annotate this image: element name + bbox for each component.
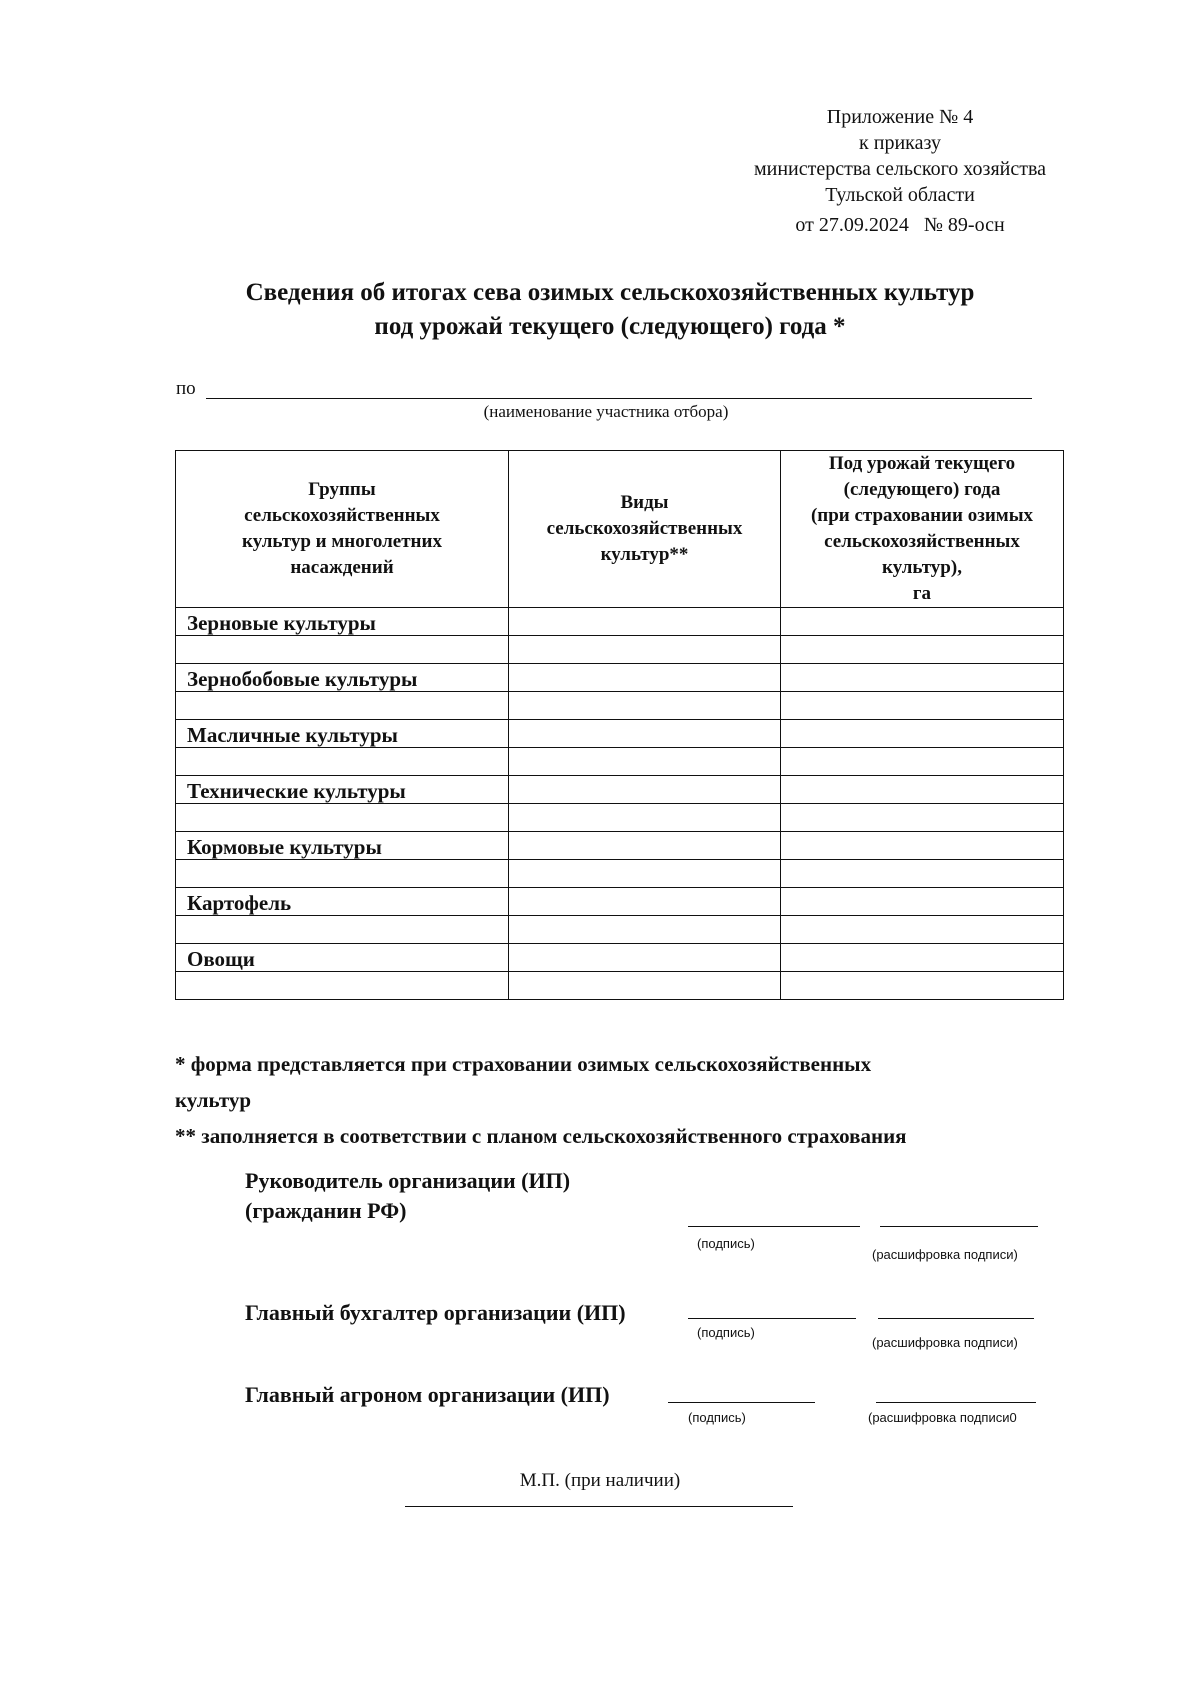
accountant-signature-caption: (подпись) [697, 1325, 755, 1340]
area-cell[interactable] [781, 804, 1064, 832]
agronomist-signature-caption: (подпись) [688, 1410, 746, 1425]
agronomist-decoding-caption: (расшифровка подписи0 [868, 1410, 1017, 1425]
crop-type-cell[interactable] [509, 776, 781, 804]
crop-type-cell[interactable] [509, 804, 781, 832]
header-crop-groups: Группы сельскохозяйственных культур и многолетних насаждений [176, 451, 509, 608]
stamp-label: М.П. (при наличии) [519, 1470, 681, 1491]
order-date-number [730, 212, 1070, 238]
document-title [150, 276, 1070, 344]
header-harvest-area: Под урожай текущего (следующего) года (при страховании озимых сельскохозяйственных культур), га [781, 451, 1064, 608]
area-cell[interactable] [781, 888, 1064, 916]
group-blank-cell[interactable] [176, 748, 509, 776]
group-cell: Картофель [176, 888, 509, 916]
signature-role-agronomist: Главный агроном организации (ИП) [245, 1382, 610, 1407]
appendix-order-ref: к приказу [859, 132, 941, 154]
crop-type-cell[interactable] [509, 888, 781, 916]
accountant-decoding-field[interactable] [878, 1318, 1034, 1319]
table-row [176, 888, 1064, 916]
accountant-decoding-caption: (расшифровка подписи) [872, 1335, 1018, 1350]
signature-role-accountant: Главный бухгалтер организации (ИП) [245, 1300, 626, 1325]
group-blank-cell[interactable] [176, 692, 509, 720]
crop-type-cell[interactable] [509, 664, 781, 692]
header-crop-types: Виды сельскохозяйственных культур** [509, 451, 781, 608]
group-blank-cell[interactable] [176, 804, 509, 832]
table-row [176, 664, 1064, 692]
footnote-1-line-2: культур [175, 1088, 252, 1112]
table-header-row [176, 451, 1064, 608]
group-cell: Овощи [176, 944, 509, 972]
area-cell[interactable] [781, 748, 1064, 776]
table-row [176, 860, 1064, 888]
head-decoding-caption: (расшифровка подписи) [872, 1247, 1018, 1262]
table-row [176, 748, 1064, 776]
area-cell[interactable] [781, 972, 1064, 1000]
table-row [176, 804, 1064, 832]
area-cell[interactable] [781, 636, 1064, 664]
table-row [176, 608, 1064, 636]
footnotes [175, 1046, 1075, 1154]
area-cell[interactable] [781, 944, 1064, 972]
title-line-2: под урожай текущего (следующего) года * [374, 313, 846, 340]
table-row [176, 832, 1064, 860]
group-cell: Технические культуры [176, 776, 509, 804]
appendix-region: Тульской области [825, 184, 975, 206]
accountant-signature-field[interactable] [688, 1318, 856, 1319]
footnote-1-line-1: * форма представляется при страховании озимых сельскохозяйственных [175, 1052, 872, 1076]
head-signature-field[interactable] [688, 1226, 860, 1227]
table-row [176, 636, 1064, 664]
title-line-1: Сведения об итогах сева озимых сельскохозяйственных культур [245, 279, 975, 306]
crop-type-cell[interactable] [509, 748, 781, 776]
area-cell[interactable] [781, 664, 1064, 692]
participant-caption: (наименование участника отбора) [483, 402, 729, 421]
role-head-line-1: Руководитель организации (ИП) [245, 1168, 571, 1193]
area-cell[interactable] [781, 916, 1064, 944]
table-row [176, 776, 1064, 804]
appendix-number: Приложение № 4 [826, 106, 974, 128]
area-cell[interactable] [781, 692, 1064, 720]
appendix-ministry: министерства сельского хозяйства [753, 158, 1047, 180]
area-cell[interactable] [781, 720, 1064, 748]
head-signature-caption: (подпись) [697, 1236, 755, 1251]
crop-type-cell[interactable] [509, 608, 781, 636]
table-row [176, 692, 1064, 720]
area-cell[interactable] [781, 608, 1064, 636]
crop-type-cell[interactable] [509, 916, 781, 944]
group-blank-cell[interactable] [176, 636, 509, 664]
group-blank-cell[interactable] [176, 916, 509, 944]
crop-type-cell[interactable] [509, 860, 781, 888]
group-cell: Масличные культуры [176, 720, 509, 748]
participant-label: по [176, 378, 196, 399]
participant-name-field[interactable] [206, 398, 1032, 399]
group-blank-cell[interactable] [176, 972, 509, 1000]
footnote-2: ** заполняется в соответствии с планом сельскохозяйственного страхования [175, 1124, 907, 1148]
crops-table [175, 450, 1064, 1000]
stamp-line [405, 1506, 793, 1507]
table-row [176, 720, 1064, 748]
crop-type-cell[interactable] [509, 636, 781, 664]
crop-type-cell[interactable] [509, 972, 781, 1000]
agronomist-decoding-field[interactable] [876, 1402, 1036, 1403]
area-cell[interactable] [781, 832, 1064, 860]
participant-row [176, 378, 1036, 404]
signature-role-head [245, 1166, 570, 1226]
area-cell[interactable] [781, 860, 1064, 888]
order-number: № 89-осн [923, 214, 1005, 236]
order-date: от 27.09.2024 [795, 214, 909, 236]
table-row [176, 944, 1064, 972]
group-cell: Зерновые культуры [176, 608, 509, 636]
area-cell[interactable] [781, 776, 1064, 804]
crop-type-cell[interactable] [509, 832, 781, 860]
group-cell: Кормовые культуры [176, 832, 509, 860]
table-row [176, 916, 1064, 944]
group-blank-cell[interactable] [176, 860, 509, 888]
role-head-line-2: (гражданин РФ) [245, 1198, 407, 1223]
head-decoding-field[interactable] [880, 1226, 1038, 1227]
appendix-reference [730, 104, 1070, 238]
crop-type-cell[interactable] [509, 944, 781, 972]
agronomist-signature-field[interactable] [668, 1402, 815, 1403]
table-row [176, 972, 1064, 1000]
crop-type-cell[interactable] [509, 720, 781, 748]
group-cell: Зернобобовые культуры [176, 664, 509, 692]
crop-type-cell[interactable] [509, 692, 781, 720]
